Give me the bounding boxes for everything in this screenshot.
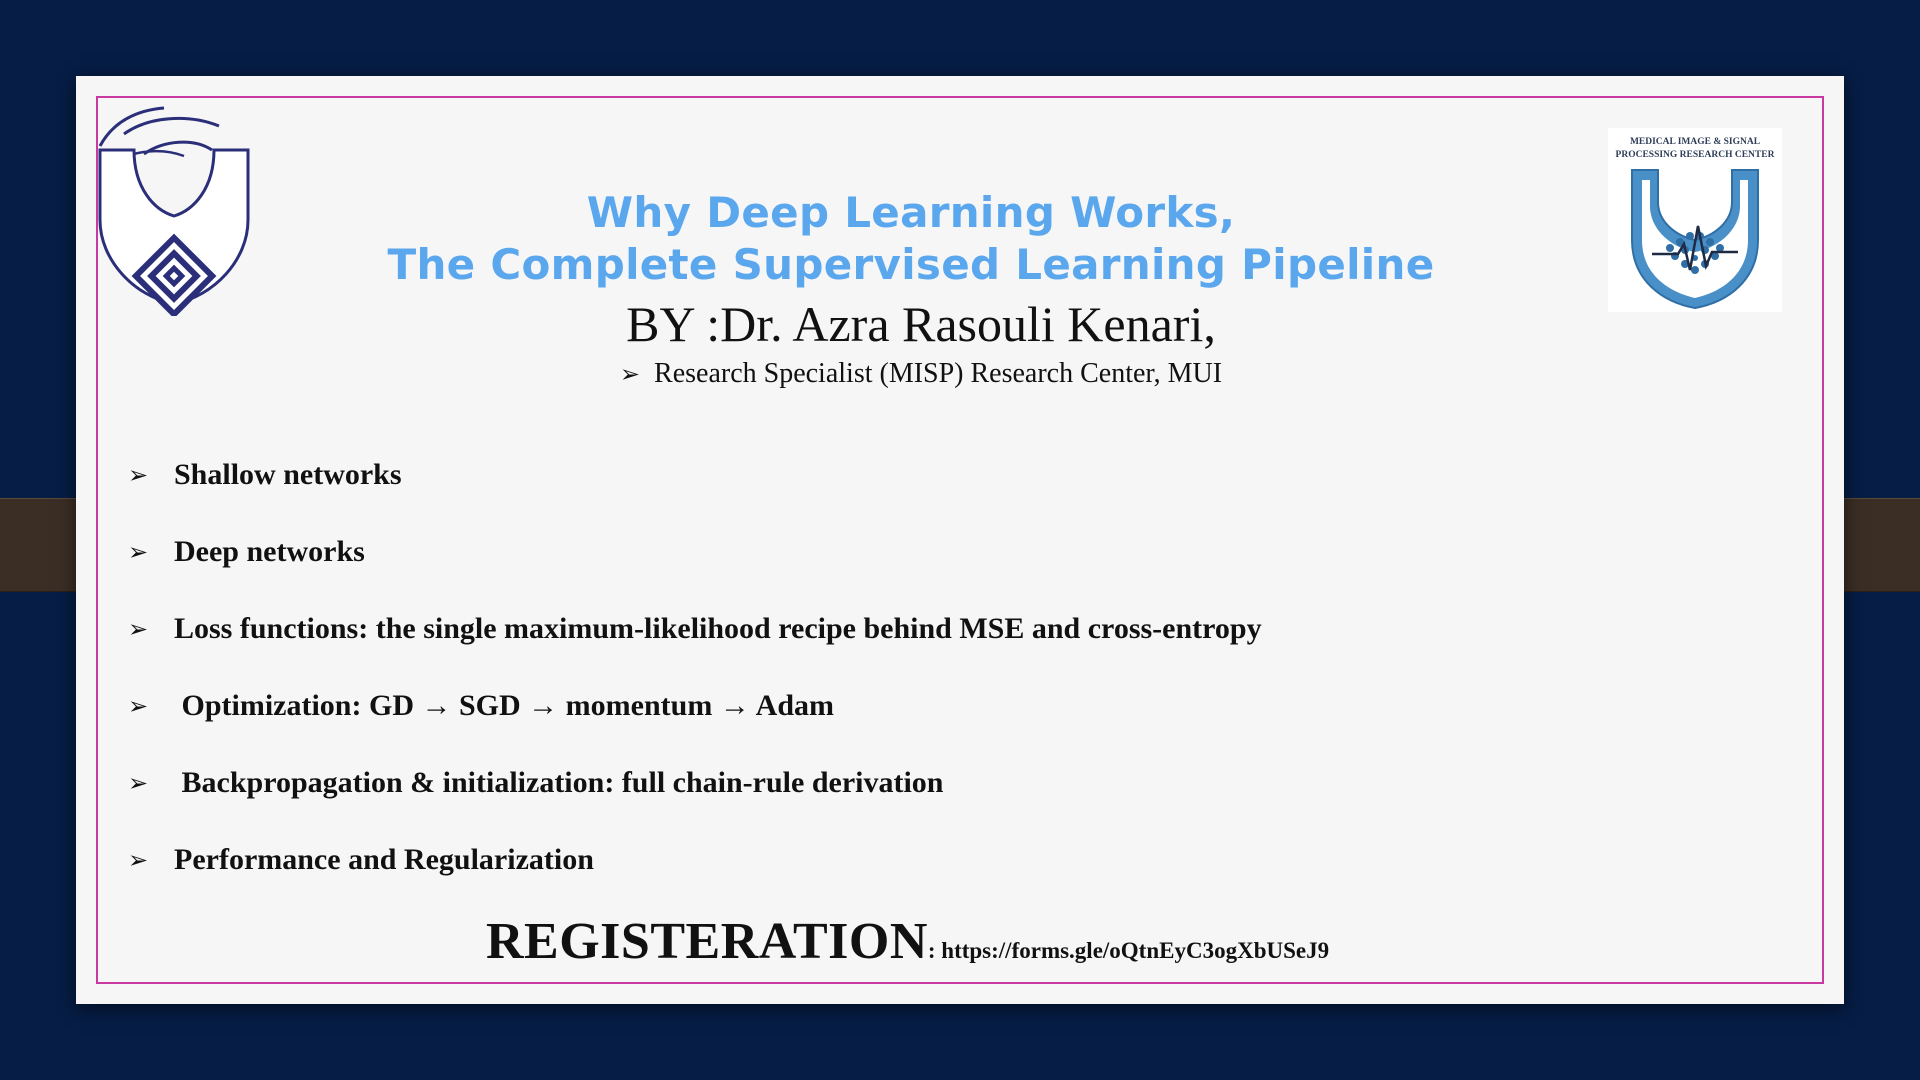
bullet-item	[128, 513, 1262, 590]
arrow-bullet-icon: ➢	[128, 537, 149, 566]
bullet-text: Performance and Regularization	[174, 842, 594, 876]
slide	[76, 76, 1844, 1004]
arrow-bullet-icon: ➢	[128, 845, 149, 874]
bullet-item	[128, 436, 1262, 513]
bullet-text: Loss functions: the single maximum-likelihood recipe behind MSE and cross-entropy	[174, 611, 1262, 645]
bullet-item	[128, 667, 1262, 744]
arrow-bullet-icon: ➢	[128, 768, 149, 797]
misp-logo-line2: PROCESSING RESEARCH CENTER	[1615, 150, 1775, 160]
misp-logo-line1: MEDICAL IMAGE & SIGNAL	[1629, 137, 1761, 147]
affiliation-text: Research Specialist (MISP) Research Center, MUI	[654, 358, 1223, 389]
bullet-text: Optimization: GD → SGD → momentum → Adam	[174, 688, 834, 722]
bullet-text: Deep networks	[174, 534, 365, 568]
bullet-list	[128, 436, 1262, 898]
registration-link[interactable]: : https://forms.gle/oQtnEyC3ogXbUSeJ9	[927, 938, 1330, 963]
title-line-1: Why Deep Learning Works,	[586, 188, 1236, 237]
arrow-bullet-icon: ➢	[619, 360, 641, 388]
arrow-bullet-icon: ➢	[128, 460, 149, 489]
bullet-item	[128, 821, 1262, 898]
arrow-bullet-icon: ➢	[128, 614, 149, 643]
bullet-item	[128, 590, 1262, 667]
author-name: BY :Dr. Azra Rasouli Kenari,	[626, 296, 1216, 352]
affiliation	[76, 358, 1766, 390]
bullet-item	[128, 744, 1262, 821]
arrow-bullet-icon: ➢	[128, 691, 149, 720]
bullet-text: Backpropagation & initialization: full chain-rule derivation	[174, 765, 944, 799]
title-line-2: The Complete Supervised Learning Pipeline	[387, 240, 1435, 289]
registration-line	[486, 912, 1329, 971]
registration-label: REGISTERATION	[486, 913, 928, 970]
misp-abbrev: MISP	[1680, 283, 1710, 297]
bullet-text: Shallow networks	[174, 457, 402, 491]
